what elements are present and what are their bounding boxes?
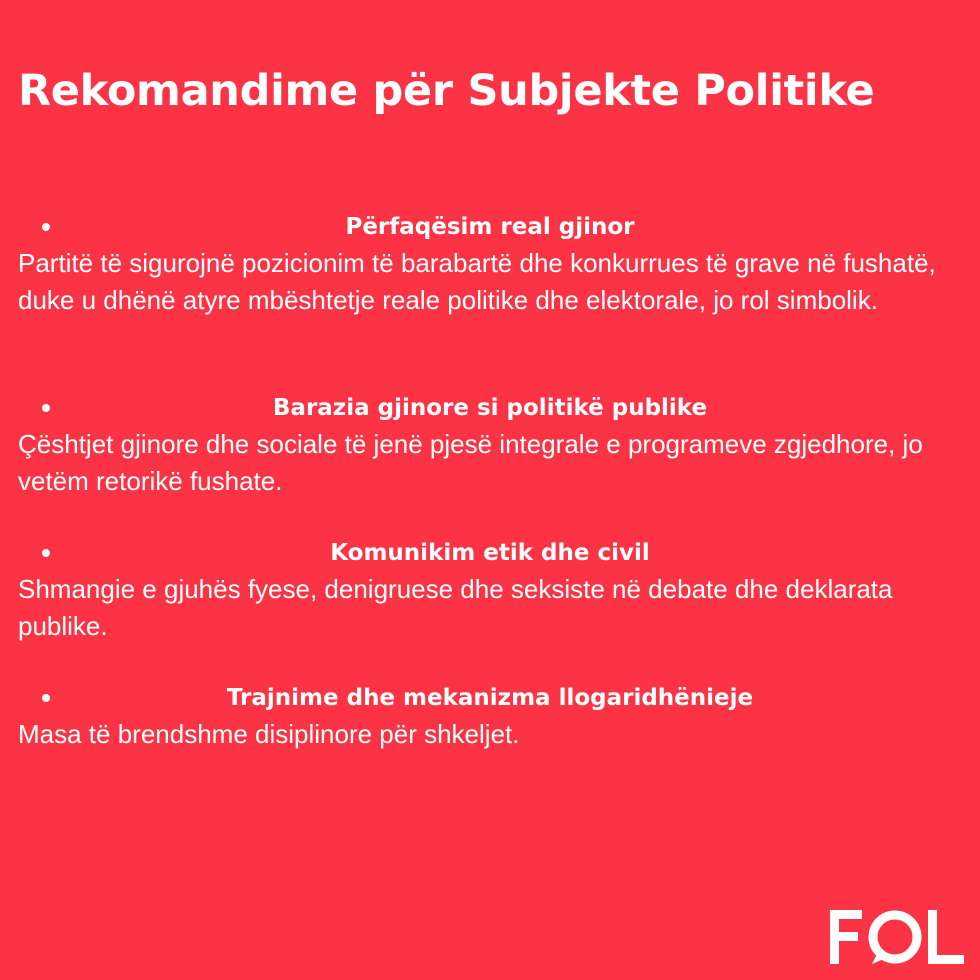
bullet-icon: [42, 223, 50, 231]
bullet-icon: [42, 404, 50, 412]
recommendation-item: [18, 682, 962, 753]
recommendation-heading: Përfaqësim real gjinor: [345, 214, 635, 240]
logo-letter-f: [830, 910, 862, 964]
speech-bubble-icon: [872, 915, 917, 964]
fol-logo: [828, 908, 968, 966]
recommendation-body: Shmangie e gjuhës fyese, denigruese dhe seksiste në debate dhe deklarata publike.: [18, 574, 893, 641]
page-title: Rekomandime për Subjekte Politike: [18, 66, 875, 116]
bullet-icon: [42, 549, 50, 557]
recommendation-heading: Trajnime dhe mekanizma llogaridhënieje: [226, 685, 754, 711]
recommendation-body: Masa të brendshme disiplinore për shkeljet.: [18, 719, 520, 749]
recommendation-item: [18, 392, 962, 500]
recommendation-heading: Komunikim etik dhe civil: [330, 540, 650, 566]
recommendation-body: Partitë të sigurojnë pozicionim të barabartë dhe konkurrues të grave në fushatë, duke u dhënë atyre mbështetje reale politike dhe elektorale, jo rol simbolik.: [18, 248, 936, 315]
recommendation-body: Çështjet gjinore dhe sociale të jenë pjesë integrale e programeve zgjedhore, jo vetëm retorikë fushate.: [18, 429, 923, 496]
recommendation-heading: Barazia gjinore si politikë publike: [272, 395, 708, 421]
recommendation-item: [18, 537, 962, 645]
recommendation-item: [18, 211, 962, 319]
logo-letter-l: [928, 910, 964, 964]
bullet-icon: [42, 694, 50, 702]
